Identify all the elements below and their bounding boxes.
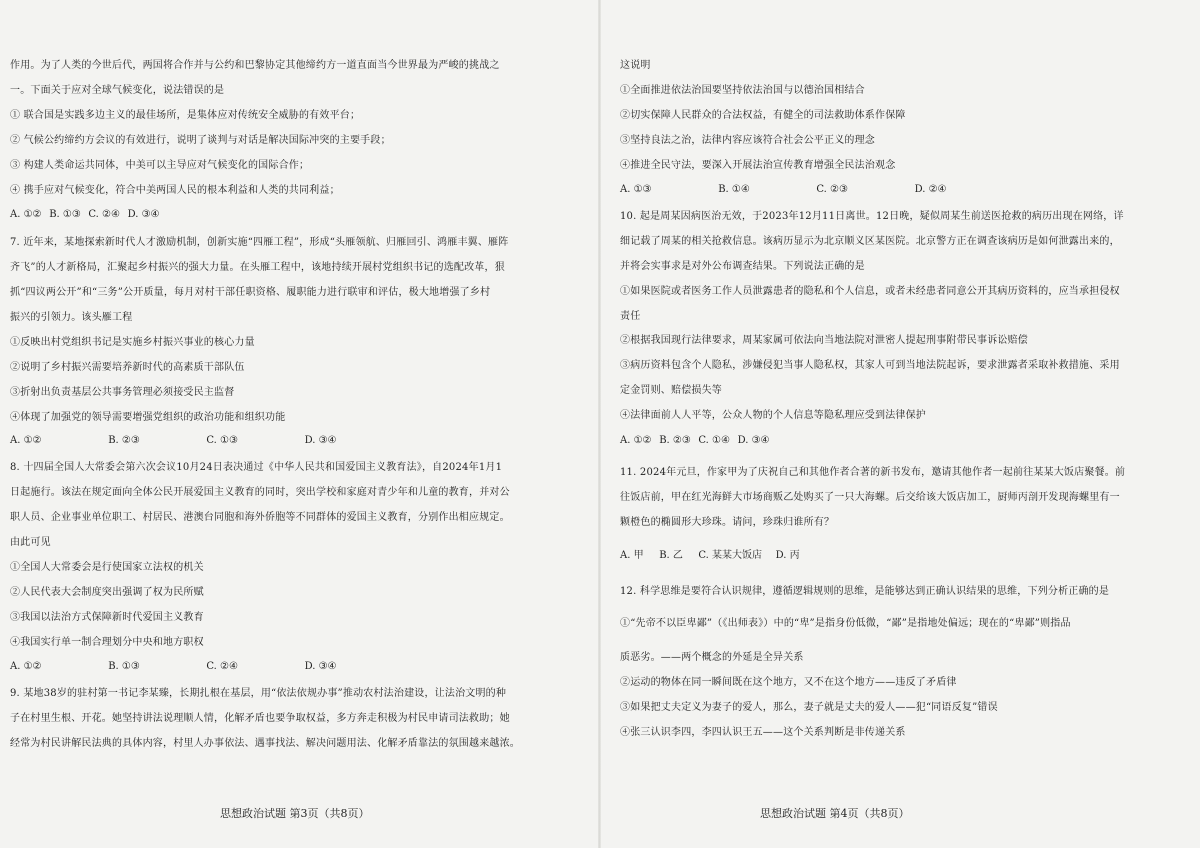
- q11-option-d: D. 丙: [775, 550, 800, 561]
- q9-option-d: D. ②④: [914, 184, 947, 195]
- text-line: 职人员、企业事业单位职工、村居民、港澳台同胞和海外侨胞等不同群体的爱国主义教育，分别作出相应规定。: [10, 512, 510, 523]
- q12-statement-3: ③如果把丈夫定义为妻子的爱人，那么，妻子就是丈夫的爱人——犯“同语反复”错误: [620, 702, 998, 713]
- q8-statement-3: ③我国以法治方式保障新时代爱国主义教育: [10, 612, 204, 623]
- page-3-footer: 思想政治试题 第3页（共8页）: [220, 807, 370, 820]
- text-line: 子在村里生根、开花。她坚持讲法说理顺人情，化解矛盾也要争取权益，多方奔走积极为村民申请司法救助；她: [10, 713, 510, 724]
- q9-options: [620, 183, 1010, 197]
- q6-statement-1: ① 联合国是实践多边主义的最佳场所，是集体应对传统安全威胁的有效平台；: [10, 110, 361, 121]
- text-line: 细记载了周某的相关抢救信息。该病历显示为北京顺义区某医院。北京警方正在调查该病历是如何泄露出来的，: [620, 236, 1120, 247]
- q11-options: [620, 549, 812, 563]
- q7-statement-2: ②说明了乡村振兴需要培养新时代的高素质干部队伍: [10, 362, 245, 373]
- q11-option-b: B. 乙: [659, 550, 683, 561]
- question-9-stem: 9. 某地38岁的驻村第一书记李某臻，长期扎根在基层，用“依法依规办事”推动农村法治建设，让法治文明的种: [10, 688, 507, 699]
- q6-option-b: B. ①③: [49, 209, 81, 220]
- page-4: [600, 0, 1200, 848]
- q10-options: [620, 434, 774, 448]
- text-line: 由此可见: [10, 537, 51, 548]
- text-line: 颗橙色的椭圆形大珍珠。请问，珍珠归谁所有？: [620, 517, 835, 528]
- q12-statement-4: ④张三认识李四，李四认识王五——这个关系判断是非传递关系: [620, 727, 906, 738]
- q10-statement-4: ④法律面前人人平等，公众人物的个人信息等隐私理应受到法律保护: [620, 410, 926, 421]
- q9-statement-3: ③坚持良法之治，法律内容应该符合社会公平正义的理念: [620, 135, 875, 146]
- q8-option-c: C. ②④: [206, 661, 238, 672]
- question-6-stem: 一。下面关于应对全球气候变化，说法错误的是: [10, 85, 225, 96]
- text-line: 齐飞”的人才新格局，汇聚起乡村振兴的强大力量。在头雁工程中，该地持续开展村党组织书记的选配改革，狠: [10, 262, 505, 273]
- text-line: 日起施行。该法在规定面向全体公民开展爱国主义教育的同时，突出学校和家庭对青少年和儿童的教育，并对公: [10, 487, 510, 498]
- q9-statement-1: ①全面推进依法治国要坚持依法治国与以德治国相结合: [620, 85, 865, 96]
- q6-statement-2: ② 气候公约缔约方会议的有效进行，说明了谈判与对话是解决国际冲突的主要手段；: [10, 135, 391, 146]
- q8-option-d: D. ③④: [304, 661, 337, 672]
- q8-statement-2: ②人民代表大会制度突出强调了权为民所赋: [10, 587, 204, 598]
- text-line: 经常为村民讲解民法典的具体内容，村里人办事依法、遇事找法、解决问题用法、化解矛盾靠法的氛围越来越浓。: [10, 738, 520, 749]
- q10-statement-3: ③病历资料包含个人隐私，涉嫌侵犯当事人隐私权，其家人可到当地法院起诉，要求泄露者采取补救措施、采用: [620, 360, 1120, 371]
- text-line: 质恶劣。——两个概念的外延是全异关系: [620, 652, 804, 663]
- text-line: 并将会实事求是对外公布调查结果。下列说法正确的是: [620, 261, 865, 272]
- q6-option-a: A. ①②: [10, 209, 42, 220]
- q6-statement-4: ④ 携手应对气候变化，符合中美两国人民的根本利益和人类的共同利益；: [10, 185, 340, 196]
- q6-statement-3: ③ 构建人类命运共同体，中美可以主导应对气候变化的国际合作；: [10, 160, 310, 171]
- q9-option-b: B. ①④: [718, 184, 750, 195]
- q10-option-d: D. ③④: [737, 435, 770, 446]
- q12-statement-2: ②运动的物体在同一瞬间既在这个地方，又不在这个地方——违反了矛盾律: [620, 677, 957, 688]
- q6-options: [10, 208, 164, 222]
- question-8-stem: 8. 十四届全国人大常委会第六次会议10月24日表决通过《中华人民共和国爱国主义教育法》，自2024年1月1: [10, 462, 503, 473]
- q8-statement-4: ④我国实行单一制合理划分中央和地方职权: [10, 637, 204, 648]
- page-4-footer: 思想政治试题 第4页（共8页）: [760, 807, 910, 820]
- q9-statement-2: ②切实保障人民群众的合法权益，有健全的司法救助体系作保障: [620, 110, 906, 121]
- text-line: 往饭店前，甲在红光海鲜大市场商贩乙处购买了一只大海螺。后交给该大饭店加工，厨师丙剖开发现海螺里有一: [620, 492, 1120, 503]
- q7-option-c: C. ①③: [206, 435, 238, 446]
- text-line: 振兴的引领力。该头雁工程: [10, 312, 133, 323]
- q7-option-b: B. ②③: [108, 435, 140, 446]
- text-line: 责任: [620, 311, 641, 322]
- q10-statement-2: ②根据我国现行法律要求，周某家属可依法向当地法院对泄密人提起刑事附带民事诉讼赔偿: [620, 335, 1028, 346]
- q7-statement-1: ①反映出村党组织书记是实施乡村振兴事业的核心力量: [10, 337, 255, 348]
- text-line: 抓“四议两公开”和“三务”公开质量，每月对村干部任职资格、履职能力进行联审和评估，极大地增强了乡村: [10, 287, 491, 298]
- q11-option-c: C. 某某大饭店: [698, 550, 763, 561]
- question-12-stem: 12. 科学思维是要符合认识规律，遵循逻辑规则的思维，是能够达到正确认识结果的思维，下列分析正确的是: [620, 586, 1110, 597]
- q10-option-b: B. ②③: [659, 435, 691, 446]
- text-line: 定金罚则、赔偿损失等: [620, 385, 722, 396]
- question-7-stem: 7. 近年来，某地探索新时代人才激励机制，创新实施“四雁工程”，形成“头雁领航、归雁回引、鸿雁丰翼、雁阵: [10, 237, 509, 248]
- q10-option-a: A. ①②: [620, 435, 652, 446]
- text-line: 这说明: [620, 60, 651, 71]
- q10-option-c: C. ①④: [698, 435, 730, 446]
- q9-option-a: A. ①③: [620, 184, 652, 195]
- q7-options: [10, 434, 400, 448]
- q7-statement-4: ④体现了加强党的领导需要增强党组织的政治功能和组织功能: [10, 412, 286, 423]
- q11-option-a: A. 甲: [620, 550, 644, 561]
- q8-option-b: B. ①③: [108, 661, 140, 672]
- q6-option-c: C. ②④: [88, 209, 120, 220]
- q8-option-a: A. ①②: [10, 661, 42, 672]
- q7-option-a: A. ①②: [10, 435, 42, 446]
- question-11-stem: 11. 2024年元旦，作家甲为了庆祝自己和其他作者合著的新书发布，邀请其他作者一起前往某某大饭店聚餐。前: [620, 467, 1126, 478]
- q9-statement-4: ④推进全民守法，要深入开展法治宣传教育增强全民法治观念: [620, 160, 896, 171]
- q9-option-c: C. ②③: [816, 184, 848, 195]
- q8-statement-1: ①全国人大常委会是行使国家立法权的机关: [10, 562, 204, 573]
- text-line: 作用。为了人类的今世后代，两国将合作并与公约和巴黎协定其他缔约方一道直面当今世界最为严峻的挑战之: [10, 60, 500, 71]
- q7-option-d: D. ③④: [304, 435, 337, 446]
- question-10-stem: 10. 起是周某因病医治无效，于2023年12月11日离世。12日晚，疑似周某生前送医抢救的病历出现在网络，详: [620, 211, 1124, 222]
- q7-statement-3: ③折射出负责基层公共事务管理必须接受民主监督: [10, 387, 235, 398]
- q10-statement-1: ①如果医院或者医务工作人员泄露患者的隐私和个人信息，或者未经患者同意公开其病历资料的，应当承担侵权: [620, 286, 1120, 297]
- q6-option-d: D. ③④: [127, 209, 160, 220]
- q8-options: [10, 660, 400, 674]
- q12-statement-1: ①“先帝不以臣卑鄙”（《出师表》）中的“卑”是指身份低微，“鄙”是指地处偏远；现在的“卑鄙”则指品: [620, 618, 1071, 629]
